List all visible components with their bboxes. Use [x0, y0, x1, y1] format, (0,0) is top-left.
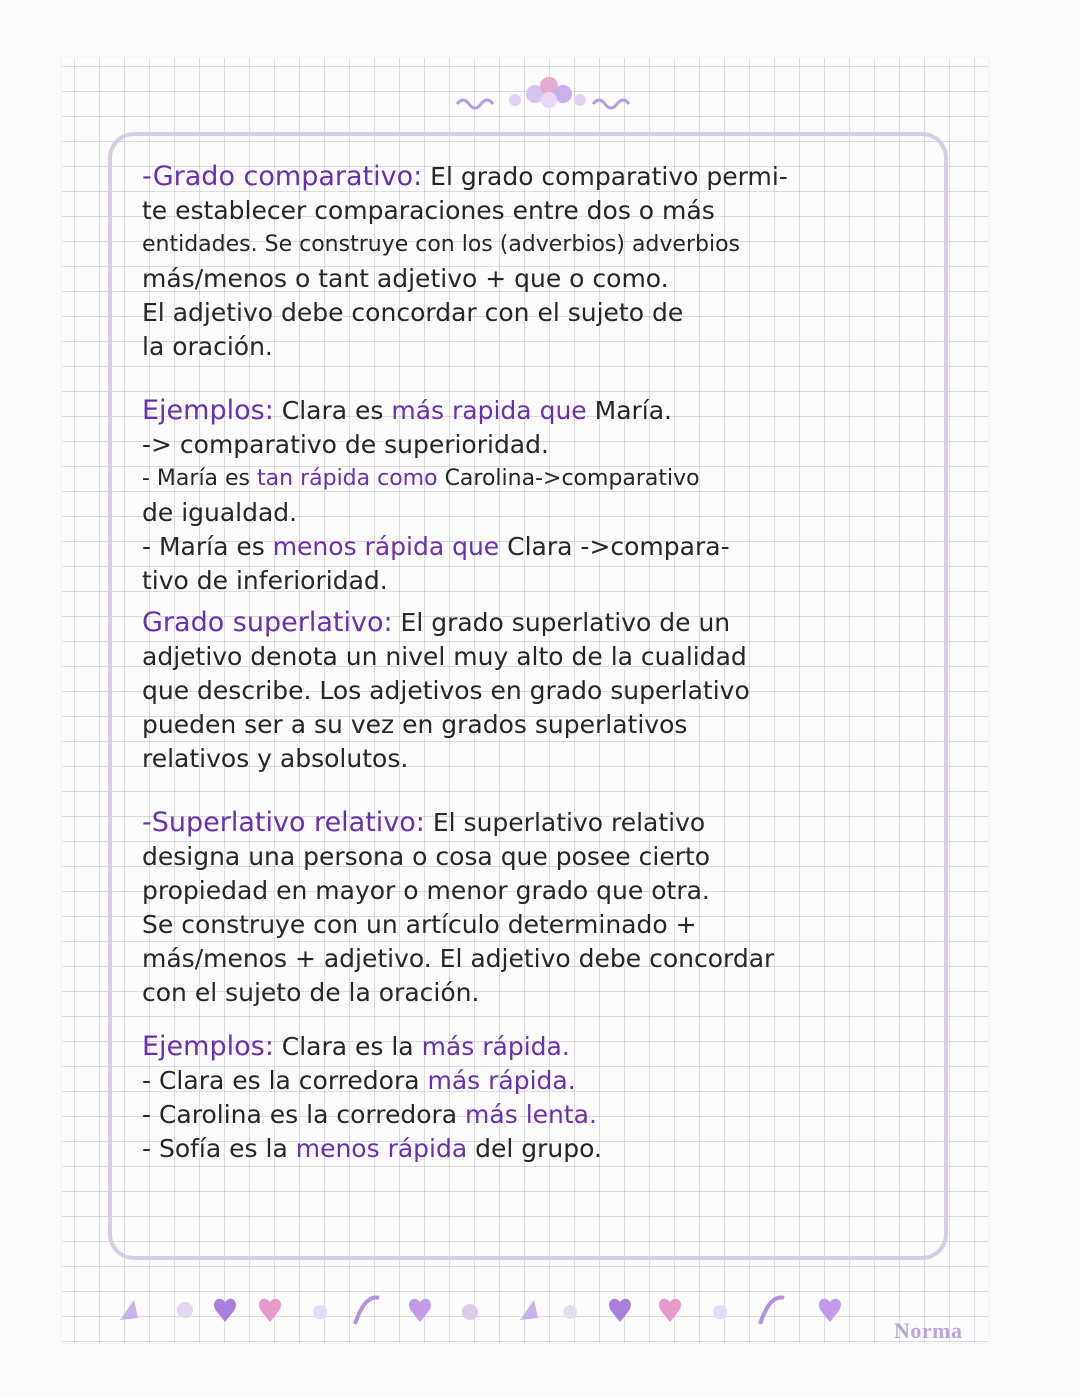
- section-heading: -Superlativo relativo:: [142, 807, 425, 838]
- note-line: tivo de inferioridad.: [142, 566, 388, 595]
- note-line: Grado superlativo: El grado superlativo de un: [142, 607, 731, 638]
- note-line: - Clara es la corredora más rápida.: [142, 1066, 576, 1095]
- section-heading: -Grado comparativo:: [142, 161, 423, 192]
- note-line: que describe. Los adjetivos en grado superlativo: [142, 676, 750, 705]
- handwritten-notes: [142, 160, 942, 1166]
- superlative-examples: [142, 1030, 942, 1166]
- note-line: designa una persona o cosa que posee cierto: [142, 842, 711, 871]
- note-line: -Grado comparativo: El grado comparativo permi-: [142, 161, 788, 192]
- note-line: la oración.: [142, 332, 273, 361]
- note-line: Se construye con un artículo determinado +: [142, 910, 697, 939]
- note-line: El adjetivo debe concordar con el sujeto de: [142, 298, 684, 327]
- note-line: más/menos + adjetivo. El adjetivo debe concordar: [142, 944, 775, 973]
- relative-superlative-section: [142, 806, 942, 1010]
- brand-logo: Norma: [894, 1318, 963, 1343]
- note-line: propiedad en mayor o menor grado que otra.: [142, 876, 710, 905]
- section-heading: Grado superlativo:: [142, 607, 393, 638]
- comparative-examples: [142, 394, 942, 598]
- note-line: -> comparativo de superioridad.: [142, 430, 549, 459]
- note-line: - María es tan rápida como Carolina->comparativo: [142, 466, 700, 491]
- note-line: pueden ser a su vez en grados superlativos: [142, 710, 688, 739]
- note-line: adjetivo denota un nivel muy alto de la cualidad: [142, 642, 747, 671]
- note-line: -Superlativo relativo: El superlativo relativo: [142, 807, 706, 838]
- note-line: - Carolina es la corredora más lenta.: [142, 1100, 597, 1129]
- flower-doodle-icon: [455, 70, 645, 120]
- note-line: de igualdad.: [142, 498, 298, 527]
- examples-heading: Ejemplos:: [142, 395, 274, 426]
- note-line: Ejemplos: Clara es la más rápida.: [142, 1031, 570, 1062]
- examples-heading: Ejemplos:: [142, 1031, 274, 1062]
- note-line: con el sujeto de la oración.: [142, 978, 480, 1007]
- comparative-section: [142, 160, 942, 364]
- note-line: entidades. Se construye con los (adverbios) adverbios: [142, 232, 740, 257]
- floral-border-icon: [110, 1290, 900, 1330]
- note-line: más/menos o tant adjetivo + que o como.: [142, 264, 669, 293]
- note-line: relativos y absolutos.: [142, 744, 409, 773]
- note-line: - María es menos rápida que Clara ->compara-: [142, 532, 730, 561]
- superlative-section: [142, 606, 942, 776]
- note-line: te establecer comparaciones entre dos o más: [142, 196, 715, 225]
- note-line: Ejemplos: Clara es más rapida que María.: [142, 395, 672, 426]
- note-line: - Sofía es la menos rápida del grupo.: [142, 1134, 602, 1163]
